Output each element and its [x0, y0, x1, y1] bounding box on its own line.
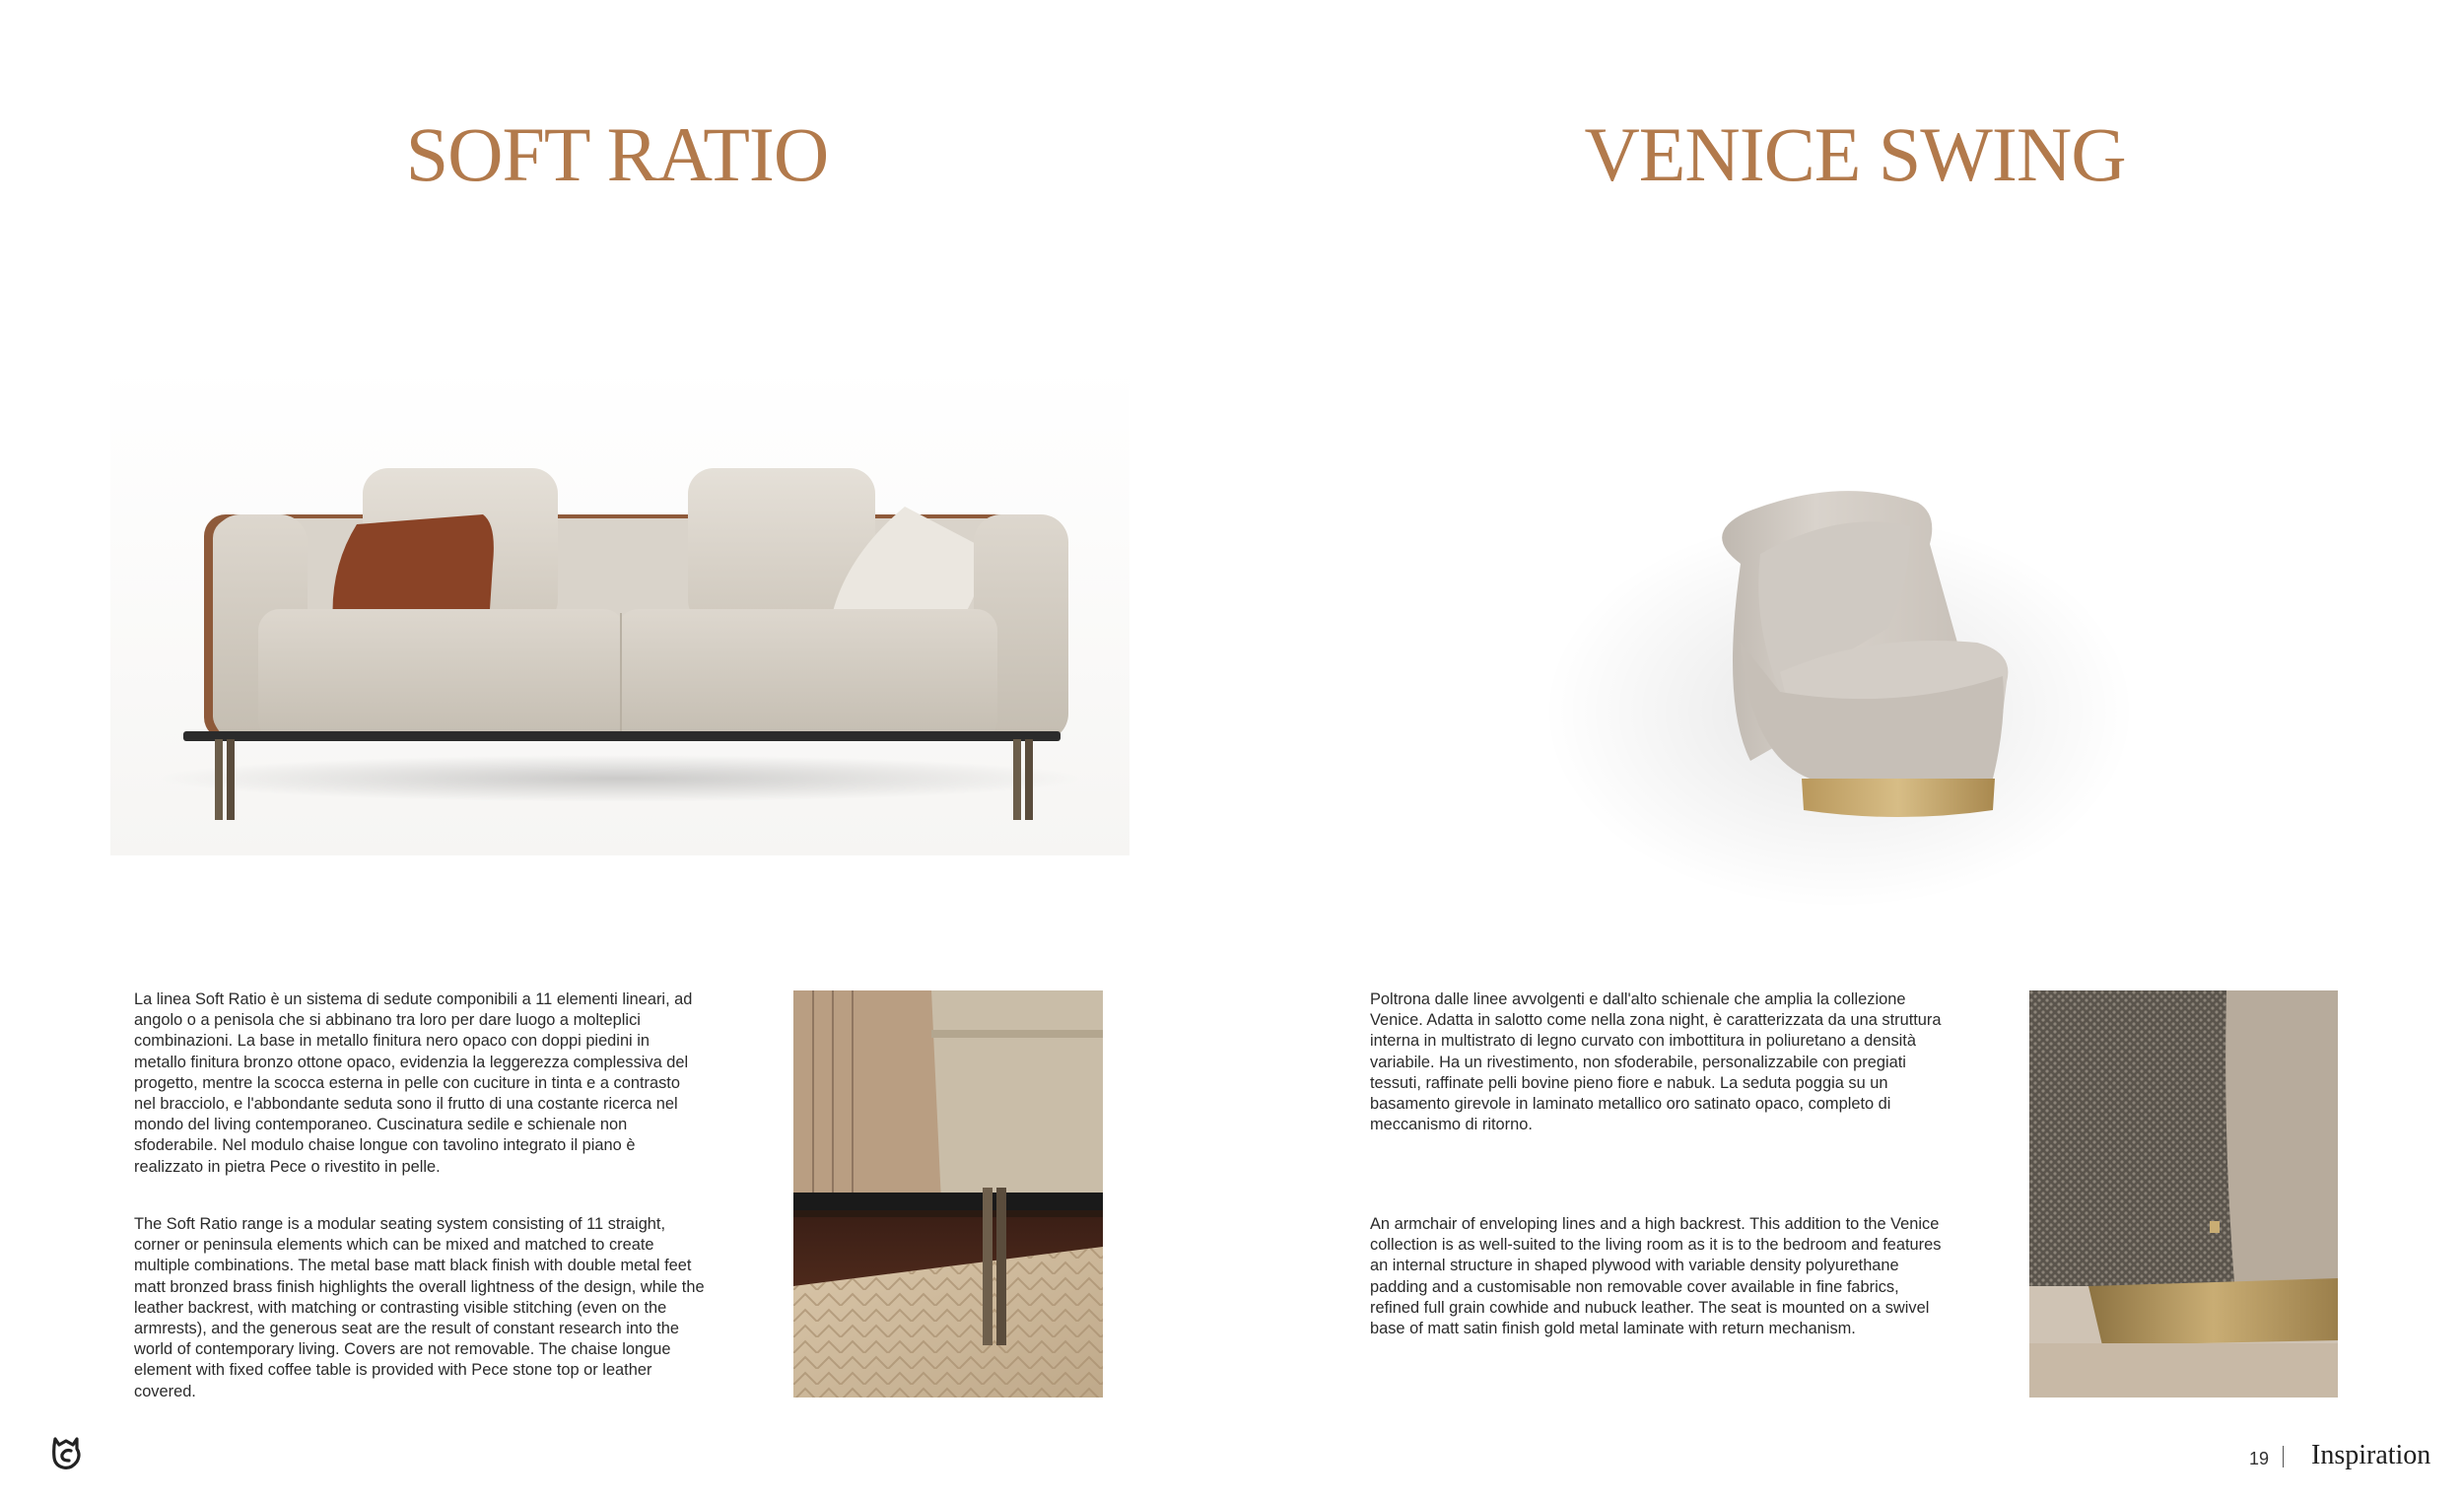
venice-swing-description-en: An armchair of enveloping lines and a high backrest. This addition to the Venice collection is as well-suited to the living room as it is to the bedroom and features an internal structure in shaped plywood with variable density polyurethane padding and a customisable non removable cover available in fine fabrics, refined full grain cowhide and nubuck leather. The seat is mounted on a swivel base of matt satin finish gold metal laminate with return mechanism.	[1370, 1215, 1942, 1338]
page-number: 19	[2249, 1449, 2270, 1468]
soft-ratio-description-en: The Soft Ratio range is a modular seating system consisting of 11 straight, corner or peninsula elements which can be mixed and matched to create multiple combinations. The metal base matt black finish with double metal feet matt bronzed brass finish highlights the overall lightness of the design, while the leather backrest, with matching or contrasting visible stitching (even on the armrests), and the generous seat are the result of constant research into the world of contemporary living. Covers are not removable. The chaise longue element with fixed coffee table is provided with Pece stone top or leather covered.	[134, 1215, 705, 1400]
armchair-photo	[1543, 465, 2162, 928]
venice-swing-description-it: Poltrona dalle linee avvolgenti e dall'alto schienale che amplia la collezione Venice. Adatta in salotto come nella zona night, è caratterizzata da una struttura interna in multistrato di legno curvato con imbottitura in poliuretano a densità variabile. Ha un rivestimento, non sfoderabile, personalizzabile con pregiati tessuti, raffinate pelli bovine pieno fiore e nabuk. La seduta poggia su un basamento girevole in laminato metallico oro satinato opaco, completo di meccanismo di ritorno.	[1370, 990, 1942, 1134]
footer-divider	[2283, 1446, 2284, 1467]
armchair-detail-photo	[2029, 990, 2338, 1398]
sofa-detail-photo	[793, 990, 1103, 1398]
sofa-photo	[110, 367, 1129, 855]
section-label: Inspiration	[2311, 1440, 2431, 1470]
soft-ratio-title: SOFT RATIO	[405, 111, 829, 197]
venice-swing-title: VENICE SWING	[1584, 111, 2126, 197]
soft-ratio-description-it: La linea Soft Ratio è un sistema di sedute componibili a 11 elementi lineari, ad angolo o a penisola che si abbinano tra loro per dare luogo a molteplici combinazioni. La base in metallo finitura nero opaco con doppi piedini in metallo finitura bronzo ottone opaco, evidenzia la leggerezza complessiva del progetto, mentre la scocca esterna in pelle con cuciture in tinta e a contrasto nel bracciolo, e l'abbondante seduta sono il frutto di una costante ricerca nel mondo del living contemporaneo. Cuscinatura sedile e schienale non sfoderabile. Nel modulo chaise longue con tavolino integrato il piano è realizzato in pietra Pece o rivestito in pelle.	[134, 990, 693, 1176]
brand-logo-icon	[51, 1437, 81, 1470]
